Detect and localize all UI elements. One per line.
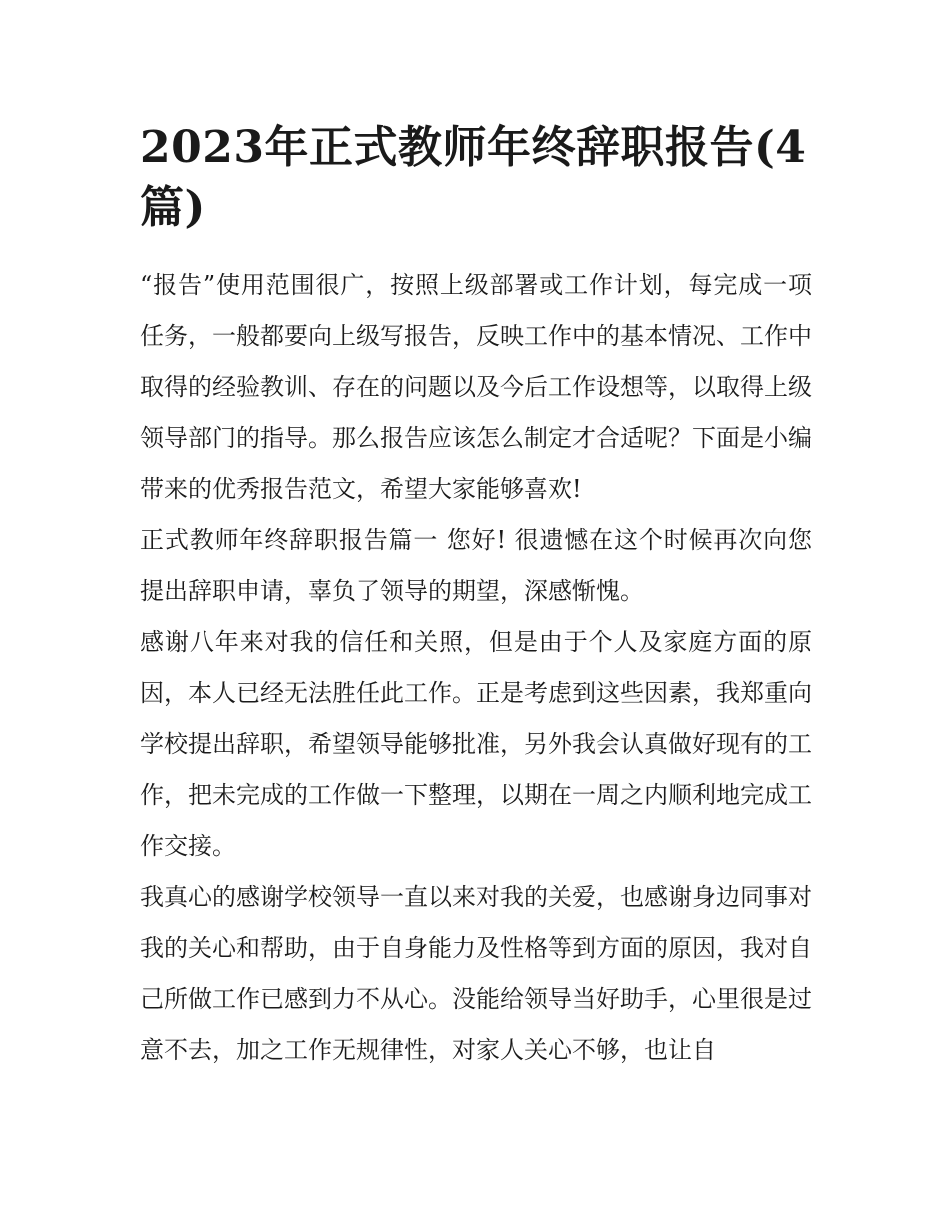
document-title: 2023年正式教师年终辞职报告(4篇) [140,122,807,233]
document-body [140,118,812,1076]
paragraph-thanks: 我真心的感谢学校领导一直以来对我的关爱，也感谢身边同事对我的关心和帮助，由于自身能力及性格等到方面的原因，我对自己所做工作已感到力不从心。没能给领导当好助手，心里很是过意不去，加之工作无规律性，对家人关心不够，也让自 [140,883,812,1064]
paragraph-greeting: 正式教师年终辞职报告篇一 您好! 很遗憾在这个时候再次向您提出辞职申请，辜负了领导的期望，深感惭愧。 [140,526,812,605]
paragraph-reason: 感谢八年来对我的信任和关照，但是由于个人及家庭方面的原因，本人已经无法胜任此工作。正是考虑到这些因素，我郑重向学校提出辞职，希望领导能够批准，另外我会认真做好现有的工作，把未完成的工作做一下整理，以期在一周之内顺利地完成工作交接。 [140,628,812,860]
paragraph-intro: “报告”使用范围很广，按照上级部署或工作计划，每完成一项任务，一般都要向上级写报告，反映工作中的基本情况、工作中取得的经验教训、存在的问题以及今后工作设想等，以取得上级领导部门的指导。那么报告应该怎么制定才合适呢？下面是小编带来的优秀报告范文，希望大家能够喜欢! [140,271,812,503]
